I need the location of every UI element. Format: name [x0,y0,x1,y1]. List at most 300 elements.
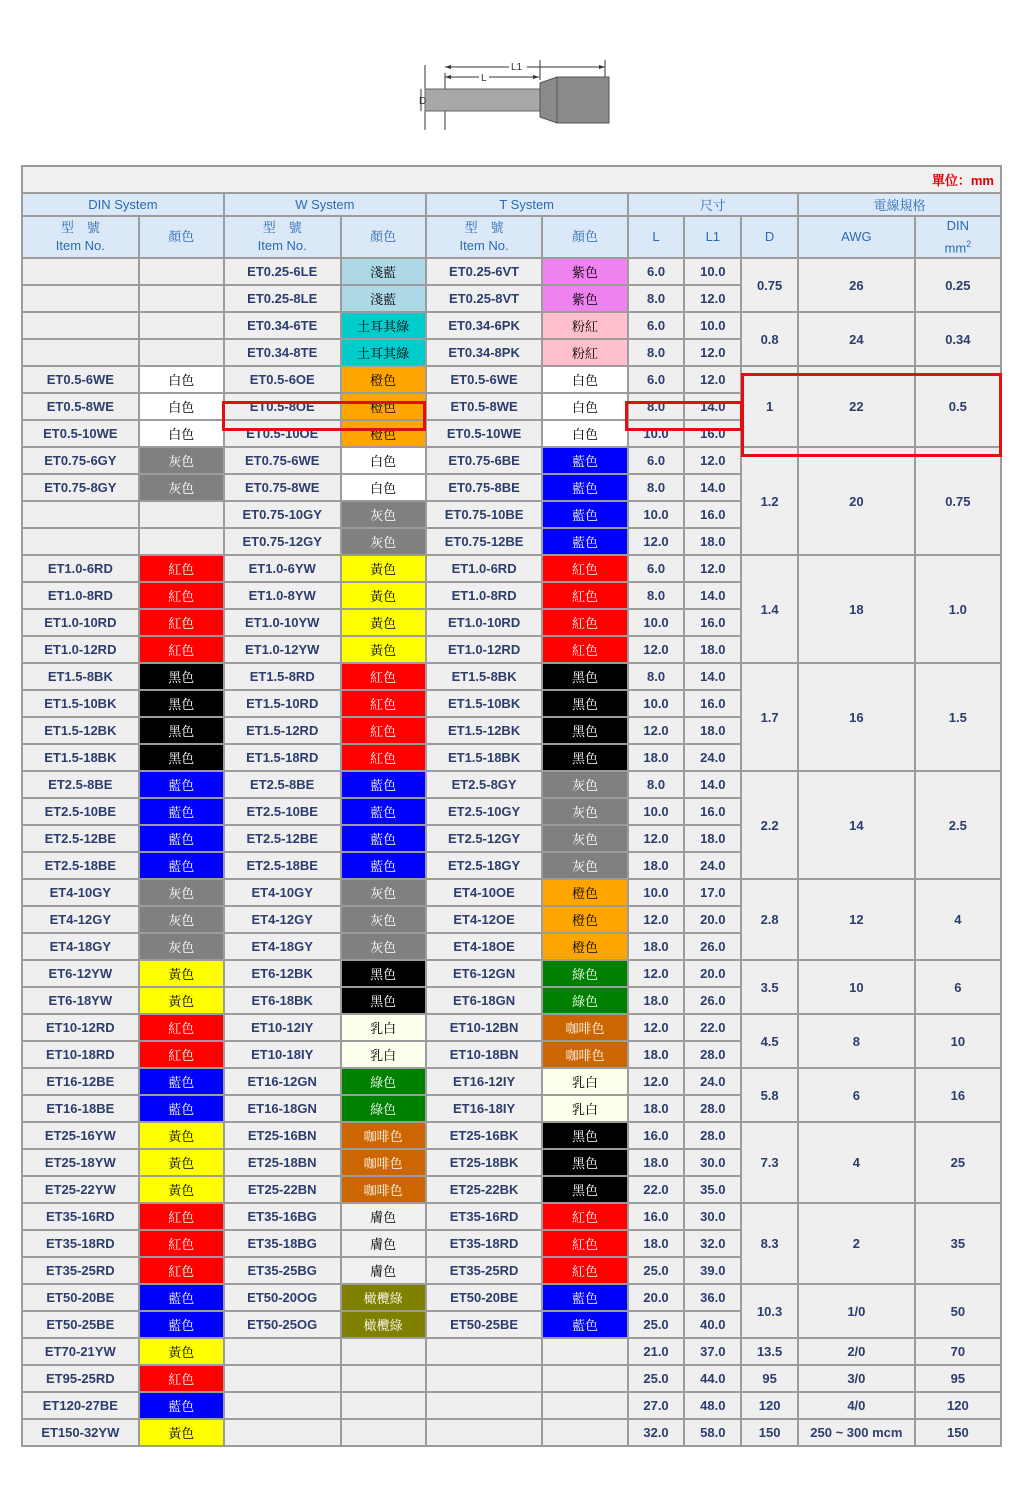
din-item-no: ET2.5-18BE [23,853,138,878]
t-color: 綠色 [543,988,626,1013]
w-item-no: ET1.0-6YW [225,556,340,581]
w-color [342,1366,425,1391]
w-item-no: ET2.5-8BE [225,772,340,797]
t-item-no: ET35-25RD [427,1258,542,1283]
t-item-no: ET0.75-10BE [427,502,542,527]
din-item-no: ET35-16RD [23,1204,138,1229]
w-color: 藍色 [342,799,425,824]
dim-l1: 12.0 [685,448,740,473]
dim-l: 6.0 [629,448,684,473]
t-item-no: ET25-16BK [427,1123,542,1148]
dim-l1: 14.0 [685,583,740,608]
header-w-item: 型 號 Item No. [225,217,340,257]
din-item-no: ET70-21YW [23,1339,138,1364]
dim-l: 25.0 [629,1366,684,1391]
w-color: 橄欖綠 [342,1312,425,1337]
t-item-no: ET1.5-18BK [427,745,542,770]
din-item-no [23,502,138,527]
w-color: 紅色 [342,745,425,770]
dim-l: 10.0 [629,691,684,716]
dim-l1: 16.0 [685,502,740,527]
din-color [140,502,223,527]
table-row [23,1069,1000,1094]
din-color: 紅色 [140,1231,223,1256]
header-w-color: 顏色 [342,217,425,257]
dim-d: 150 [742,1420,797,1445]
w-item-no: ET1.0-10YW [225,610,340,635]
group-t-system: T System [427,194,627,215]
dim-d: 1.2 [742,448,797,554]
t-color: 灰色 [543,799,626,824]
dim-l: 18.0 [629,745,684,770]
t-item-no: ET0.5-6WE [427,367,542,392]
din-item-no: ET16-12BE [23,1069,138,1094]
dim-l1: 35.0 [685,1177,740,1202]
t-item-no: ET25-22BK [427,1177,542,1202]
dim-l1: 24.0 [685,745,740,770]
w-item-no [225,1420,340,1445]
dim-l1: 32.0 [685,1231,740,1256]
din-item-no: ET35-18RD [23,1231,138,1256]
t-item-no: ET2.5-12GY [427,826,542,851]
w-color: 黑色 [342,988,425,1013]
dim-l1: 30.0 [685,1150,740,1175]
t-color: 紅色 [543,610,626,635]
dim-l: 8.0 [629,772,684,797]
din-item-no: ET0.75-6GY [23,448,138,473]
din-color [140,259,223,284]
t-item-no: ET35-16RD [427,1204,542,1229]
din-color: 黑色 [140,664,223,689]
dim-l1: 12.0 [685,340,740,365]
dim-l: 16.0 [629,1123,684,1148]
wire-awg: 8 [799,1015,914,1067]
dim-l1: 12.0 [685,286,740,311]
group-din-system: DIN System [23,194,223,215]
dim-l: 22.0 [629,1177,684,1202]
t-color: 紫色 [543,259,626,284]
dim-l: 12.0 [629,826,684,851]
table-row [23,1420,1000,1445]
din-color: 藍色 [140,853,223,878]
din-item-no: ET150-32YW [23,1420,138,1445]
dim-l: 18.0 [629,1096,684,1121]
w-item-no: ET1.5-12RD [225,718,340,743]
t-color: 白色 [543,367,626,392]
dim-l1: 28.0 [685,1042,740,1067]
t-color: 紅色 [543,637,626,662]
dim-l1: 12.0 [685,367,740,392]
t-item-no: ET1.0-8RD [427,583,542,608]
dim-l: 18.0 [629,1042,684,1067]
w-color: 黃色 [342,610,425,635]
t-color: 藍色 [543,448,626,473]
din-color: 灰色 [140,934,223,959]
t-color: 紅色 [543,1231,626,1256]
dim-l: 10.0 [629,502,684,527]
dim-l: 12.0 [629,1015,684,1040]
dim-l: 20.0 [629,1285,684,1310]
t-item-no: ET0.5-10WE [427,421,542,446]
t-color: 黑色 [543,718,626,743]
t-color [543,1420,626,1445]
t-color: 灰色 [543,772,626,797]
dim-d: 1.4 [742,556,797,662]
dim-l1: 30.0 [685,1204,740,1229]
wire-awg: 14 [799,772,914,878]
t-color: 灰色 [543,826,626,851]
dim-l1: 14.0 [685,475,740,500]
w-color: 綠色 [342,1096,425,1121]
w-color: 紅色 [342,718,425,743]
w-color: 膚色 [342,1258,425,1283]
w-item-no: ET16-12GN [225,1069,340,1094]
diagram-label-d: D [419,96,427,107]
t-item-no: ET25-18BK [427,1150,542,1175]
dim-l1: 18.0 [685,529,740,554]
table-row [23,448,1000,473]
dim-l1: 18.0 [685,826,740,851]
din-color: 白色 [140,394,223,419]
table-row [23,961,1000,986]
unit-label: 單位：mm [23,167,1000,192]
w-color: 橙色 [342,394,425,419]
din-color: 藍色 [140,1285,223,1310]
header-t-item: 型 號 Item No. [427,217,542,257]
dim-l: 18.0 [629,1150,684,1175]
dim-l1: 10.0 [685,313,740,338]
din-color: 藍色 [140,1069,223,1094]
dim-l: 18.0 [629,934,684,959]
w-color: 灰色 [342,529,425,554]
dim-l1: 10.0 [685,259,740,284]
din-color [140,529,223,554]
dim-l: 10.0 [629,799,684,824]
din-color: 紅色 [140,1366,223,1391]
dim-d: 13.5 [742,1339,797,1364]
din-item-no: ET2.5-10BE [23,799,138,824]
wire-awg: 26 [799,259,914,311]
dim-d: 7.3 [742,1123,797,1202]
dim-l: 21.0 [629,1339,684,1364]
w-item-no: ET0.25-6LE [225,259,340,284]
w-color: 乳白 [342,1042,425,1067]
w-item-no: ET0.34-6TE [225,313,340,338]
w-color: 咖啡色 [342,1177,425,1202]
table-row [23,772,1000,797]
w-color: 灰色 [342,934,425,959]
t-color: 紅色 [543,556,626,581]
t-color: 紅色 [543,583,626,608]
dim-l1: 14.0 [685,664,740,689]
w-item-no: ET0.75-6WE [225,448,340,473]
dim-l: 10.0 [629,880,684,905]
header-awg: AWG [799,217,914,257]
t-item-no: ET1.5-8BK [427,664,542,689]
din-color: 紅色 [140,1015,223,1040]
dim-l: 6.0 [629,259,684,284]
w-item-no: ET25-16BN [225,1123,340,1148]
wire-awg: 20 [799,448,914,554]
w-color: 橙色 [342,421,425,446]
din-color: 灰色 [140,448,223,473]
dim-l1: 16.0 [685,691,740,716]
dim-l: 12.0 [629,961,684,986]
din-item-no: ET4-10GY [23,880,138,905]
wire-awg: 6 [799,1069,914,1121]
dim-l: 8.0 [629,394,684,419]
group-w-system: W System [225,194,425,215]
ferrule-spec-table [21,165,1002,1447]
din-item-no: ET35-25RD [23,1258,138,1283]
dim-l1: 40.0 [685,1312,740,1337]
din-color: 黃色 [140,1420,223,1445]
t-color: 灰色 [543,853,626,878]
wire-awg: 12 [799,880,914,959]
dim-l: 18.0 [629,988,684,1013]
dim-l1: 16.0 [685,799,740,824]
din-color: 藍色 [140,772,223,797]
din-item-no: ET25-22YW [23,1177,138,1202]
t-color: 咖啡色 [543,1015,626,1040]
wire-din-mm2: 70 [916,1339,1000,1364]
din-item-no: ET1.0-12RD [23,637,138,662]
dim-l: 10.0 [629,421,684,446]
t-color: 黑色 [543,664,626,689]
wire-awg: 22 [799,367,914,446]
w-item-no: ET1.5-10RD [225,691,340,716]
din-item-no: ET4-12GY [23,907,138,932]
header-din-item: 型 號 Item No. [23,217,138,257]
wire-din-mm2: 0.5 [916,367,1000,446]
w-color: 黑色 [342,961,425,986]
din-color: 藍色 [140,1393,223,1418]
din-color: 藍色 [140,826,223,851]
t-item-no: ET50-25BE [427,1312,542,1337]
t-color: 粉紅 [543,340,626,365]
w-item-no: ET0.75-8WE [225,475,340,500]
w-color: 藍色 [342,772,425,797]
dim-l: 8.0 [629,583,684,608]
w-item-no: ET0.75-10GY [225,502,340,527]
din-color: 藍色 [140,1312,223,1337]
dim-l1: 26.0 [685,934,740,959]
wire-awg: 4/0 [799,1393,914,1418]
table-row [23,1339,1000,1364]
w-color [342,1420,425,1445]
t-color: 粉紅 [543,313,626,338]
din-color: 黃色 [140,961,223,986]
dim-l: 12.0 [629,529,684,554]
t-item-no: ET50-20BE [427,1285,542,1310]
t-color: 藍色 [543,1285,626,1310]
t-item-no: ET6-18GN [427,988,542,1013]
w-item-no: ET35-25BG [225,1258,340,1283]
w-item-no: ET4-10GY [225,880,340,905]
din-color: 黃色 [140,1177,223,1202]
table-row [23,259,1000,284]
din-color: 紅色 [140,610,223,635]
dim-d: 1 [742,367,797,446]
w-color: 藍色 [342,853,425,878]
dim-l: 32.0 [629,1420,684,1445]
dim-l1: 39.0 [685,1258,740,1283]
table-row [23,1393,1000,1418]
w-color: 綠色 [342,1069,425,1094]
din-item-no: ET4-18GY [23,934,138,959]
t-color: 橙色 [543,907,626,932]
w-color: 灰色 [342,907,425,932]
din-item-no: ET1.0-8RD [23,583,138,608]
t-color [543,1339,626,1364]
dim-l1: 14.0 [685,772,740,797]
w-item-no: ET0.75-12GY [225,529,340,554]
din-item-no: ET95-25RD [23,1366,138,1391]
dim-l: 12.0 [629,637,684,662]
wire-din-mm2: 50 [916,1285,1000,1337]
t-item-no: ET35-18RD [427,1231,542,1256]
din-color: 紅色 [140,583,223,608]
din-item-no: ET0.5-10WE [23,421,138,446]
t-color: 藍色 [543,529,626,554]
din-item-no: ET6-12YW [23,961,138,986]
w-item-no: ET2.5-18BE [225,853,340,878]
t-color: 紅色 [543,1258,626,1283]
t-item-no: ET1.0-6RD [427,556,542,581]
wire-awg: 2/0 [799,1339,914,1364]
din-color: 黃色 [140,1339,223,1364]
t-item-no: ET0.75-12BE [427,529,542,554]
wire-din-mm2: 10 [916,1015,1000,1067]
w-item-no: ET4-18GY [225,934,340,959]
ferrule-dimension-diagram [417,55,612,135]
w-color: 灰色 [342,880,425,905]
group-wire-spec: 電線規格 [799,194,1000,215]
t-color: 綠色 [543,961,626,986]
group-dimensions: 尺寸 [629,194,797,215]
w-color: 土耳其綠 [342,340,425,365]
t-item-no: ET1.5-12BK [427,718,542,743]
wire-din-mm2: 0.25 [916,259,1000,311]
din-item-no: ET2.5-8BE [23,772,138,797]
w-color: 藍色 [342,826,425,851]
header-d: D [742,217,797,257]
t-item-no: ET4-18OE [427,934,542,959]
dim-l: 8.0 [629,286,684,311]
din-item-no: ET1.5-12BK [23,718,138,743]
din-item-no [23,313,138,338]
dim-l1: 16.0 [685,421,740,446]
w-item-no: ET25-18BN [225,1150,340,1175]
dim-l: 8.0 [629,340,684,365]
t-item-no: ET1.5-10BK [427,691,542,716]
t-color: 黑色 [543,745,626,770]
w-color: 橙色 [342,367,425,392]
dim-l1: 20.0 [685,907,740,932]
t-item-no: ET4-12OE [427,907,542,932]
t-item-no: ET0.75-8BE [427,475,542,500]
din-color: 黃色 [140,988,223,1013]
dim-l1: 20.0 [685,961,740,986]
table-row [23,1123,1000,1148]
din-item-no: ET16-18BE [23,1096,138,1121]
t-item-no: ET1.0-10RD [427,610,542,635]
din-item-no: ET120-27BE [23,1393,138,1418]
dim-d: 4.5 [742,1015,797,1067]
wire-awg: 250 ~ 300 mcm [799,1420,914,1445]
wire-din-mm2: 95 [916,1366,1000,1391]
w-item-no: ET10-18IY [225,1042,340,1067]
w-color: 黃色 [342,637,425,662]
dim-l1: 28.0 [685,1096,740,1121]
w-color: 土耳其綠 [342,313,425,338]
w-color: 乳白 [342,1015,425,1040]
dim-l1: 24.0 [685,1069,740,1094]
t-color [543,1366,626,1391]
header-l: L [629,217,684,257]
din-color: 紅色 [140,637,223,662]
w-item-no: ET50-25OG [225,1312,340,1337]
dim-l1: 28.0 [685,1123,740,1148]
din-item-no [23,286,138,311]
dim-d: 8.3 [742,1204,797,1283]
w-item-no: ET0.34-8TE [225,340,340,365]
dim-l: 12.0 [629,1069,684,1094]
wire-din-mm2: 1.5 [916,664,1000,770]
table-row [23,367,1000,392]
din-item-no: ET6-18YW [23,988,138,1013]
din-color: 紅色 [140,1258,223,1283]
t-item-no: ET16-18IY [427,1096,542,1121]
din-item-no: ET1.5-8BK [23,664,138,689]
dim-d: 120 [742,1393,797,1418]
t-item-no: ET6-12GN [427,961,542,986]
dim-l: 27.0 [629,1393,684,1418]
t-item-no: ET4-10OE [427,880,542,905]
dim-l1: 22.0 [685,1015,740,1040]
din-item-no: ET25-16YW [23,1123,138,1148]
w-item-no: ET4-12GY [225,907,340,932]
table-row [23,664,1000,689]
din-color: 白色 [140,421,223,446]
table-row [23,1366,1000,1391]
t-item-no: ET0.34-8PK [427,340,542,365]
w-item-no: ET0.5-8OE [225,394,340,419]
din-item-no: ET1.5-18BK [23,745,138,770]
w-color: 黃色 [342,556,425,581]
w-item-no [225,1339,340,1364]
table-row [23,1015,1000,1040]
w-item-no: ET50-20OG [225,1285,340,1310]
t-color: 黑色 [543,1150,626,1175]
w-color: 膚色 [342,1231,425,1256]
dim-d: 95 [742,1366,797,1391]
t-color: 乳白 [543,1096,626,1121]
din-item-no [23,340,138,365]
dim-l: 6.0 [629,367,684,392]
w-color: 咖啡色 [342,1123,425,1148]
t-color: 咖啡色 [543,1042,626,1067]
wire-awg: 10 [799,961,914,1013]
w-color: 白色 [342,475,425,500]
table-row [23,1204,1000,1229]
wire-awg: 18 [799,556,914,662]
dim-l1: 14.0 [685,394,740,419]
wire-din-mm2: 4 [916,880,1000,959]
dim-l: 12.0 [629,718,684,743]
t-item-no [427,1366,542,1391]
din-color: 藍色 [140,1096,223,1121]
